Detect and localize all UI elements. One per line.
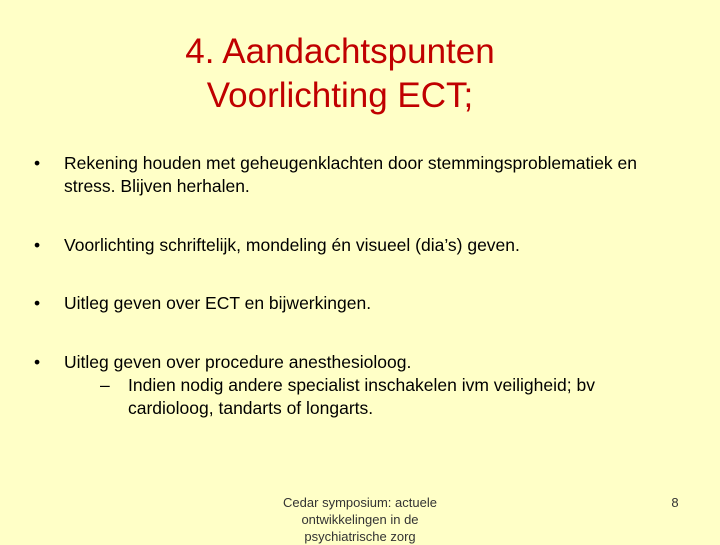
bullet-text: Voorlichting schriftelijk, mondeling én visueel (dia’s) geven. [64,235,520,255]
bullet-text: Rekening houden met geheugenklachten door stemmingsproblematiek en stress. Blijven herhalen. [64,153,638,196]
bullet-item [34,351,674,420]
bullet-mark: • [34,235,41,255]
bullet-mark: • [34,352,41,372]
sub-bullet-mark: – [100,375,110,395]
bullet-text: Uitleg geven over ECT en bijwerkingen. [64,293,372,313]
bullet-main-text: Uitleg geven over procedure anesthesioloog. [64,352,412,372]
bullet-item [34,292,674,315]
slide-title [60,30,620,118]
title-line-1: 4. Aandachtspunten [185,32,495,71]
bullet-text [64,351,674,420]
footer-text: Cedar symposium: actuele ontwikkelingen in de psychiatrische zorg [283,495,437,544]
sub-bullet-item [100,374,674,420]
sub-bullet-text: Indien nodig andere specialist inschakelen ivm veiligheid; bv cardioloog, tandarts of longarts. [128,375,595,418]
bullet-item [34,234,674,257]
bullet-mark: • [34,293,41,313]
bullet-item [34,152,674,198]
page-number: 8 [671,495,679,510]
bullet-mark: • [34,153,41,173]
title-line-2: Voorlichting ECT; [206,76,474,115]
